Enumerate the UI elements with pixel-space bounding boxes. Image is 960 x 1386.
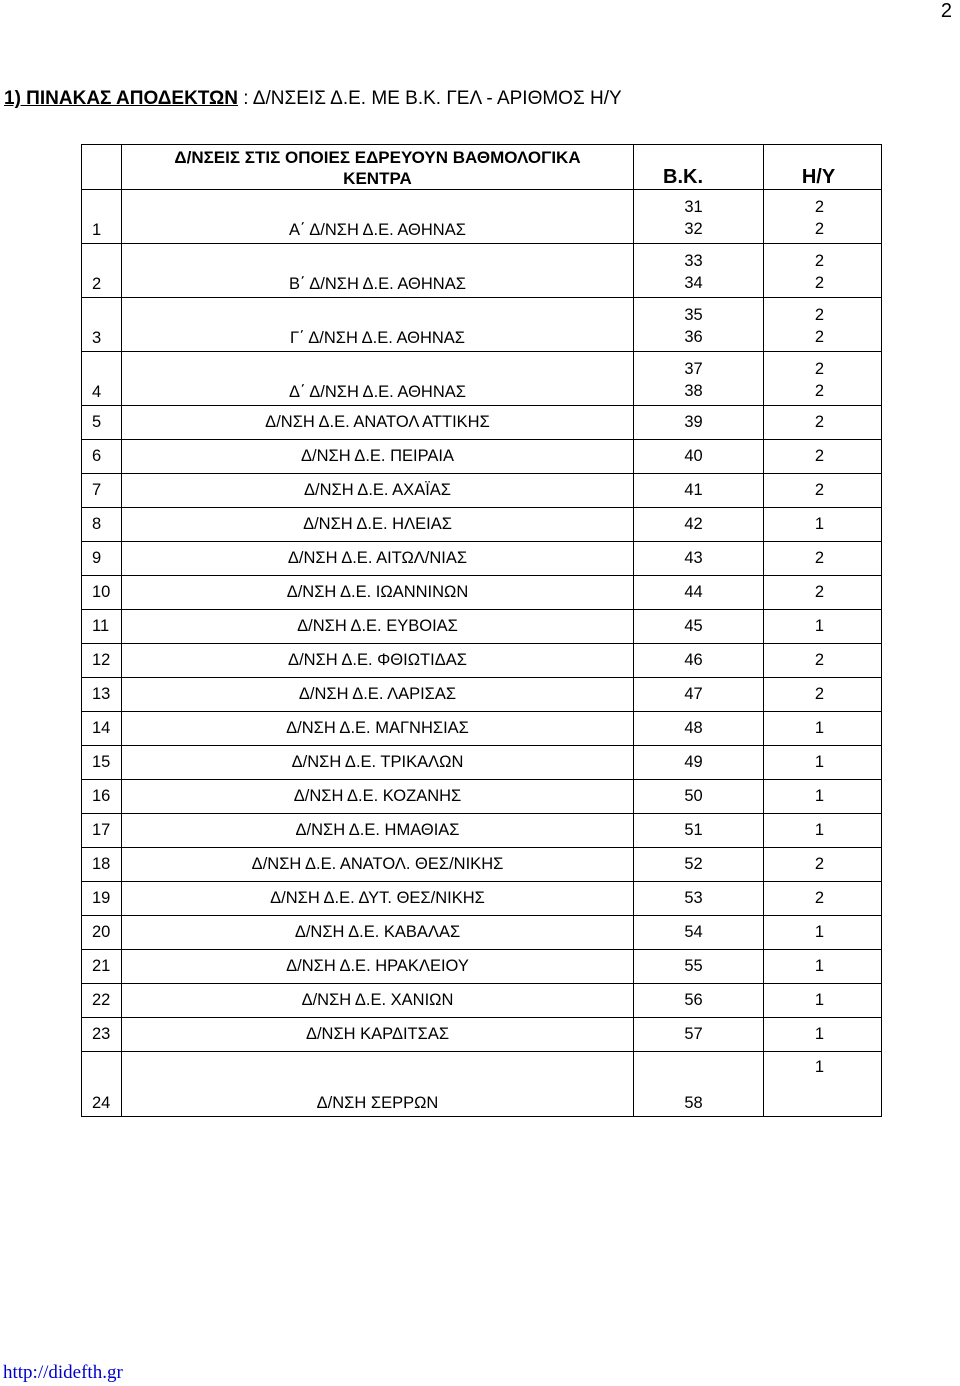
row-hy: 1 bbox=[764, 508, 882, 542]
table-row bbox=[82, 542, 882, 576]
row-bk: 53 bbox=[634, 882, 764, 916]
row-directorate: Δ/ΝΣΗ Δ.Ε. ΚΟΖΑΝΗΣ bbox=[122, 780, 634, 814]
row-bk: 40 bbox=[634, 440, 764, 474]
row-number: 14 bbox=[82, 712, 122, 746]
table-row bbox=[82, 298, 882, 352]
table-body bbox=[82, 190, 882, 1117]
row-directorate: Δ/ΝΣΗ ΣΕΡΡΩΝ bbox=[122, 1052, 634, 1117]
row-bk bbox=[634, 190, 764, 244]
row-hy bbox=[764, 244, 882, 298]
table-row bbox=[82, 244, 882, 298]
row-bk-value: 35 bbox=[684, 306, 703, 324]
row-number: 13 bbox=[82, 678, 122, 712]
row-number: 2 bbox=[82, 244, 122, 298]
row-bk bbox=[634, 244, 764, 298]
header-directorate-line2: ΚΕΝΤΡΑ bbox=[343, 169, 412, 188]
row-bk: 43 bbox=[634, 542, 764, 576]
row-directorate: Δ/ΝΣΗ Δ.Ε. ΠΕΙΡΑΙΑ bbox=[122, 440, 634, 474]
row-directorate: Δ/ΝΣΗ Δ.Ε. ΗΡΑΚΛΕΙΟΥ bbox=[122, 950, 634, 984]
row-directorate: Δ/ΝΣΗ Δ.Ε. ΗΜΑΘΙΑΣ bbox=[122, 814, 634, 848]
row-number: 12 bbox=[82, 644, 122, 678]
header-hy: Η/Υ bbox=[764, 145, 882, 190]
row-hy: 1 bbox=[764, 610, 882, 644]
row-hy: 1 bbox=[764, 950, 882, 984]
table-row bbox=[82, 1018, 882, 1052]
row-bk: 51 bbox=[634, 814, 764, 848]
row-hy: 2 bbox=[764, 406, 882, 440]
table-row bbox=[82, 508, 882, 542]
row-directorate: Α΄ Δ/ΝΣΗ Δ.Ε. ΑΘΗΝΑΣ bbox=[122, 190, 634, 244]
table-header-row bbox=[82, 145, 882, 190]
row-bk: 42 bbox=[634, 508, 764, 542]
row-hy-value: 2 bbox=[814, 360, 825, 378]
row-hy: 2 bbox=[764, 882, 882, 916]
table-row bbox=[82, 848, 882, 882]
table-row bbox=[82, 644, 882, 678]
row-bk: 52 bbox=[634, 848, 764, 882]
row-bk: 44 bbox=[634, 576, 764, 610]
row-number: 21 bbox=[82, 950, 122, 984]
row-directorate: Δ/ΝΣΗ Δ.Ε. ΑΝΑΤΟΛ ΑΤΤΙΚΗΣ bbox=[122, 406, 634, 440]
row-bk: 41 bbox=[634, 474, 764, 508]
row-bk: 56 bbox=[634, 984, 764, 1018]
row-bk-value: 33 bbox=[684, 252, 703, 270]
row-hy-value: 2 bbox=[814, 198, 825, 216]
table-row bbox=[82, 814, 882, 848]
row-hy bbox=[764, 352, 882, 406]
heading-title: 1) ΠΙΝΑΚΑΣ ΑΠΟΔΕΚΤΩΝ bbox=[4, 88, 239, 109]
row-bk-value: 38 bbox=[684, 382, 703, 400]
row-hy: 1 bbox=[764, 1052, 882, 1117]
table-row bbox=[82, 780, 882, 814]
row-directorate: Δ/ΝΣΗ Δ.Ε. ΑΝΑΤΟΛ. ΘΕΣ/ΝΙΚΗΣ bbox=[122, 848, 634, 882]
row-hy: 1 bbox=[764, 1018, 882, 1052]
row-bk: 48 bbox=[634, 712, 764, 746]
recipients-table bbox=[81, 144, 882, 1117]
row-directorate: Δ/ΝΣΗ Δ.Ε. ΙΩΑΝΝΙΝΩΝ bbox=[122, 576, 634, 610]
footer-link[interactable]: http://didefth.gr bbox=[3, 1362, 123, 1383]
row-hy: 2 bbox=[764, 542, 882, 576]
row-number: 11 bbox=[82, 610, 122, 644]
table-row bbox=[82, 916, 882, 950]
table-row bbox=[82, 678, 882, 712]
row-directorate: Δ/ΝΣΗ Δ.Ε. ΗΛΕΙΑΣ bbox=[122, 508, 634, 542]
header-number-cell bbox=[82, 145, 122, 190]
page-number: 2 bbox=[940, 0, 952, 22]
table-row bbox=[82, 712, 882, 746]
table-row bbox=[82, 610, 882, 644]
row-hy: 2 bbox=[764, 848, 882, 882]
row-number: 1 bbox=[82, 190, 122, 244]
row-hy: 1 bbox=[764, 712, 882, 746]
row-directorate: Β΄ Δ/ΝΣΗ Δ.Ε. ΑΘΗΝΑΣ bbox=[122, 244, 634, 298]
row-hy-value: 2 bbox=[814, 220, 825, 238]
row-directorate: Δ΄ Δ/ΝΣΗ Δ.Ε. ΑΘΗΝΑΣ bbox=[122, 352, 634, 406]
row-bk: 46 bbox=[634, 644, 764, 678]
row-number: 4 bbox=[82, 352, 122, 406]
row-number: 24 bbox=[82, 1052, 122, 1117]
row-directorate: Δ/ΝΣΗ Δ.Ε. ΜΑΓΝΗΣΙΑΣ bbox=[122, 712, 634, 746]
row-bk: 47 bbox=[634, 678, 764, 712]
row-bk: 45 bbox=[634, 610, 764, 644]
row-bk bbox=[634, 352, 764, 406]
row-hy-value: 2 bbox=[814, 328, 825, 346]
row-bk: 39 bbox=[634, 406, 764, 440]
row-number: 17 bbox=[82, 814, 122, 848]
row-bk: 50 bbox=[634, 780, 764, 814]
row-number: 3 bbox=[82, 298, 122, 352]
row-hy: 2 bbox=[764, 576, 882, 610]
row-bk-value: 31 bbox=[684, 198, 703, 216]
table-row bbox=[82, 440, 882, 474]
row-number: 19 bbox=[82, 882, 122, 916]
row-directorate: Δ/ΝΣΗ Δ.Ε. ΦΘΙΩΤΙΔΑΣ bbox=[122, 644, 634, 678]
row-directorate: Δ/ΝΣΗ Δ.Ε. ΧΑΝΙΩΝ bbox=[122, 984, 634, 1018]
row-number: 16 bbox=[82, 780, 122, 814]
row-bk-value: 32 bbox=[684, 220, 703, 238]
row-hy: 1 bbox=[764, 780, 882, 814]
header-bk: Β.Κ. bbox=[634, 145, 764, 190]
row-directorate: Γ΄ Δ/ΝΣΗ Δ.Ε. ΑΘΗΝΑΣ bbox=[122, 298, 634, 352]
row-hy: 2 bbox=[764, 678, 882, 712]
row-directorate: Δ/ΝΣΗ Δ.Ε. ΛΑΡΙΣΑΣ bbox=[122, 678, 634, 712]
table-row bbox=[82, 984, 882, 1018]
row-number: 9 bbox=[82, 542, 122, 576]
row-directorate: Δ/ΝΣΗ ΚΑΡΔΙΤΣΑΣ bbox=[122, 1018, 634, 1052]
table-row bbox=[82, 746, 882, 780]
table-row bbox=[82, 406, 882, 440]
row-hy bbox=[764, 298, 882, 352]
table-row bbox=[82, 352, 882, 406]
row-directorate: Δ/ΝΣΗ Δ.Ε. ΑΙΤΩΛ/ΝΙΑΣ bbox=[122, 542, 634, 576]
header-directorate-line1: Δ/ΝΣΕΙΣ ΣΤΙΣ ΟΠΟΙΕΣ ΕΔΡΕΥΟΥΝ ΒΑΘΜΟΛΟΓΙΚΑ bbox=[174, 148, 581, 167]
table-row bbox=[82, 1052, 882, 1117]
row-number: 7 bbox=[82, 474, 122, 508]
row-hy: 2 bbox=[764, 474, 882, 508]
row-directorate: Δ/ΝΣΗ Δ.Ε. ΚΑΒΑΛΑΣ bbox=[122, 916, 634, 950]
row-directorate: Δ/ΝΣΗ Δ.Ε. ΔΥΤ. ΘΕΣ/ΝΙΚΗΣ bbox=[122, 882, 634, 916]
row-number: 22 bbox=[82, 984, 122, 1018]
row-bk-value: 34 bbox=[684, 274, 703, 292]
row-hy: 2 bbox=[764, 644, 882, 678]
row-directorate: Δ/ΝΣΗ Δ.Ε. ΑΧΑΪΑΣ bbox=[122, 474, 634, 508]
row-hy: 1 bbox=[764, 746, 882, 780]
row-bk-value: 36 bbox=[684, 328, 703, 346]
table-row bbox=[82, 576, 882, 610]
row-directorate: Δ/ΝΣΗ Δ.Ε. ΤΡΙΚΑΛΩΝ bbox=[122, 746, 634, 780]
table-row bbox=[82, 190, 882, 244]
row-bk bbox=[634, 298, 764, 352]
row-hy-value: 2 bbox=[814, 274, 825, 292]
heading-subtitle: : Δ/ΝΣΕΙΣ Δ.Ε. ΜΕ Β.Κ. ΓΕΛ - ΑΡΙΘΜΟΣ Η/Υ bbox=[238, 88, 622, 109]
row-bk: 58 bbox=[634, 1052, 764, 1117]
row-number: 8 bbox=[82, 508, 122, 542]
row-number: 20 bbox=[82, 916, 122, 950]
table-row bbox=[82, 882, 882, 916]
row-bk: 54 bbox=[634, 916, 764, 950]
row-number: 10 bbox=[82, 576, 122, 610]
table-row bbox=[82, 950, 882, 984]
row-bk: 57 bbox=[634, 1018, 764, 1052]
row-number: 18 bbox=[82, 848, 122, 882]
row-hy: 1 bbox=[764, 916, 882, 950]
row-hy-value: 2 bbox=[814, 252, 825, 270]
row-number: 15 bbox=[82, 746, 122, 780]
row-number: 23 bbox=[82, 1018, 122, 1052]
row-bk: 55 bbox=[634, 950, 764, 984]
header-directorate bbox=[122, 145, 634, 190]
row-hy-value: 2 bbox=[814, 382, 825, 400]
row-hy: 1 bbox=[764, 814, 882, 848]
row-directorate: Δ/ΝΣΗ Δ.Ε. ΕΥΒΟΙΑΣ bbox=[122, 610, 634, 644]
row-hy-value: 2 bbox=[814, 306, 825, 324]
row-bk: 49 bbox=[634, 746, 764, 780]
table-row bbox=[82, 474, 882, 508]
row-number: 6 bbox=[82, 440, 122, 474]
row-hy: 1 bbox=[764, 984, 882, 1018]
row-hy: 2 bbox=[764, 440, 882, 474]
row-hy bbox=[764, 190, 882, 244]
document-heading bbox=[4, 88, 622, 110]
row-number: 5 bbox=[82, 406, 122, 440]
row-bk-value: 37 bbox=[684, 360, 703, 378]
